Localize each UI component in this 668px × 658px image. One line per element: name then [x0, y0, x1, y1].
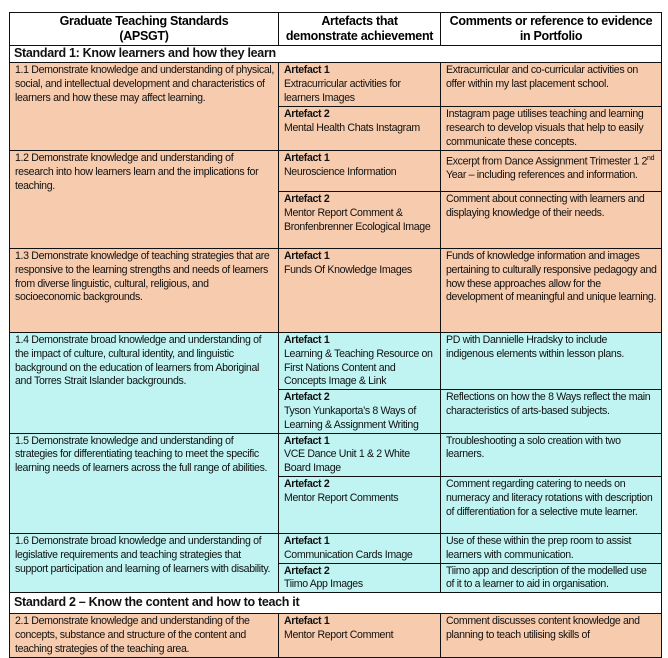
artefact-cell: Artefact 1 VCE Dance Unit 1 & 2 White Board Image — [279, 433, 441, 476]
table-row — [10, 249, 662, 333]
header-row — [10, 13, 662, 46]
standard-cell: 2.1 Demonstrate knowledge and understanding of the concepts, substance and structure of the content and teaching strategies of the teaching area. — [10, 614, 279, 657]
comment-cell: Use of these within the prep room to assist learners with communication. — [441, 533, 662, 563]
table-row — [10, 533, 662, 563]
comment-cell: PD with Dannielle Hradsky to include indigenous elements within lesson plans. — [441, 333, 662, 390]
comment-cell: Instagram page utilises teaching and learning research to develop visuals that help to easily communicate these concepts. — [441, 107, 662, 151]
standard-cell: 1.1 Demonstrate knowledge and understanding of physical, social, and intellectual development and characteristics of learners and how these may affect learning. — [10, 63, 279, 151]
comment-cell: Comment regarding catering to needs on numeracy and literacy rotations with description of differentiation for a selective mute learner. — [441, 476, 662, 533]
comment-cell: Comment discusses content knowledge and planning to teach utilising skills of — [441, 614, 662, 657]
comment-cell: Funds of knowledge information and images pertaining to culturally responsive pedagogy and how these approaches allow for the development of meaningful and unique learning. — [441, 249, 662, 333]
table-row — [10, 151, 662, 192]
artefact-cell: Artefact 1 Funds Of Knowledge Images — [279, 249, 441, 333]
comment-cell: Troubleshooting a solo creation with two learners. — [441, 433, 662, 476]
comment-cell: Extracurricular and co-curricular activities on offer within my last placement school. — [441, 63, 662, 107]
table-row — [10, 614, 662, 657]
standard-cell: 1.2 Demonstrate knowledge and understanding of research into how learners learn and the implications for teaching. — [10, 151, 279, 249]
artefact-cell: Artefact 1 Mentor Report Comment — [279, 614, 441, 657]
artefact-cell: Artefact 2 Tiimo App Images — [279, 563, 441, 593]
table-row — [10, 63, 662, 107]
artefact-cell: Artefact 2 Tyson Yunkaporta’s 8 Ways of Learning & Assignment Writing — [279, 390, 441, 433]
header-comments: Comments or reference to evidence in Portfolio — [441, 13, 662, 46]
graduate-standards-table — [9, 12, 662, 658]
standard-cell: 1.3 Demonstrate knowledge of teaching strategies that are responsive to the learning strengths and needs of learners from diverse linguistic, cultural, religious, and socioeconomic backgrounds. — [10, 249, 279, 333]
comment-cell: Reflections on how the 8 Ways reflect the main characteristics of arts-based subjects. — [441, 390, 662, 433]
standard-cell: 1.4 Demonstrate broad knowledge and understanding of the impact of culture, cultural identity, and linguistic background on the education of learners from Aboriginal and Torres Strait Islander backgrounds. — [10, 333, 279, 434]
artefact-cell: Artefact 2 Mentor Report Comments — [279, 476, 441, 533]
comment-cell: Excerpt from Dance Assignment Trimester 1 2nd Year – including references and information. — [441, 151, 662, 192]
artefact-cell: Artefact 2 Mentor Report Comment & Bronfenbrenner Ecological Image — [279, 192, 441, 249]
standard-cell: 1.6 Demonstrate broad knowledge and understanding of legislative requirements and teaching strategies that support participation and learning of learners with disability. — [10, 533, 279, 592]
standard-heading: Standard 2 – Know the content and how to teach it — [10, 593, 662, 614]
artefact-cell: Artefact 1 Learning & Teaching Resource on First Nations Content and Concepts Image & Link — [279, 333, 441, 390]
standard-heading: Standard 1: Know learners and how they learn — [10, 46, 662, 63]
table-row — [10, 333, 662, 390]
header-artefacts: Artefacts that demonstrate achievement — [279, 13, 441, 46]
table-row — [10, 433, 662, 476]
comment-cell: Comment about connecting with learners and displaying knowledge of their needs. — [441, 192, 662, 249]
artefact-cell: Artefact 1 Extracurricular activities for learners Images — [279, 63, 441, 107]
artefact-cell: Artefact 1 Neuroscience Information — [279, 151, 441, 192]
header-standards: Graduate Teaching Standards (APSGT) — [10, 13, 279, 46]
artefact-cell: Artefact 1 Communication Cards Image — [279, 533, 441, 563]
standard-cell: 1.5 Demonstrate knowledge and understanding of strategies for differentiating teaching to meet the specific learning needs of learners across the full range of abilities. — [10, 433, 279, 533]
comment-cell: Tiimo app and description of the modelled use of it to a learner to aid in organisation. — [441, 563, 662, 593]
artefact-cell: Artefact 2 Mental Health Chats Instagram — [279, 107, 441, 151]
